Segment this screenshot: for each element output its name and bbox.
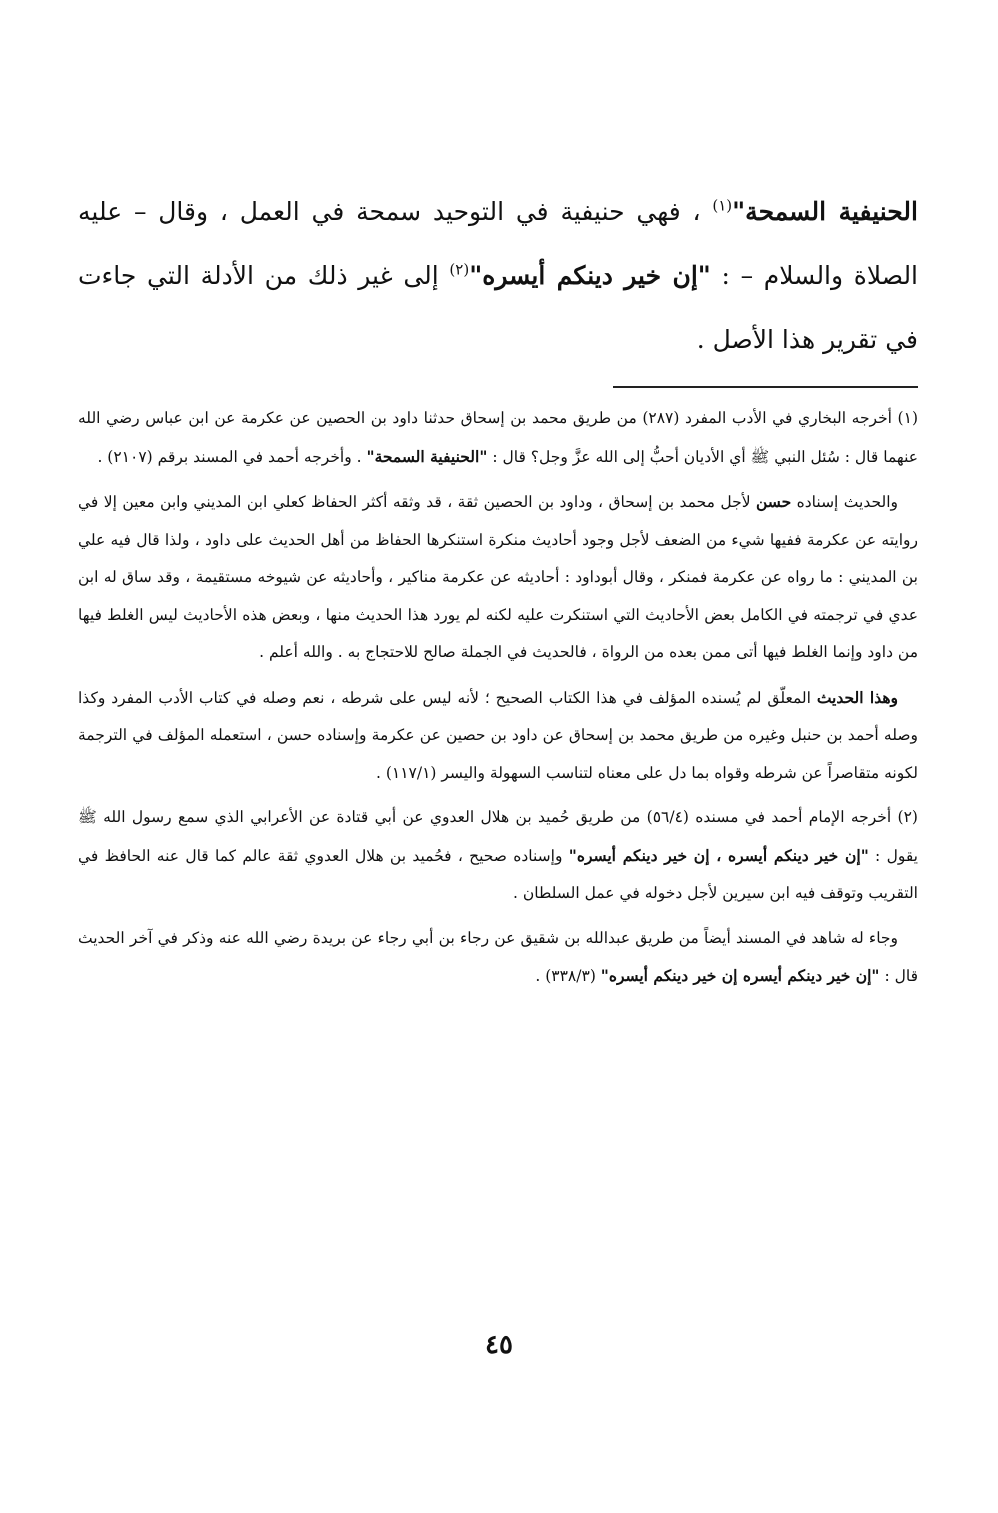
main-text-segment: إلى غير ذلك من الأدلة التي جاءت في تقرير هذا الأصل . <box>78 261 918 354</box>
page-number: ٤٥ <box>485 1330 513 1360</box>
footnote-1 <box>78 400 918 476</box>
footnote-2-paragraph-2 <box>78 920 918 996</box>
main-text <box>78 180 918 372</box>
footnote-bold: وهذا الحديث <box>816 687 898 707</box>
footnote-text: والحديث إسناده <box>791 493 898 511</box>
footnote-1-paragraph-2 <box>78 483 918 672</box>
main-quote-hanifiyya: الحنيفية السمحة" <box>732 197 918 226</box>
footnote-bold: "إن خير دينكم أيسره إن خير دينكم أيسره" <box>600 966 880 985</box>
footnote-bold: حسن <box>755 492 792 511</box>
footnote-text: وجاء له شاهد في المسند أيضاً من طريق عبدالله بن شقيق عن رجاء بن أبي رجاء عن بريدة رضي الله عنه وذكر في آخر الحديث قال : <box>78 928 918 985</box>
main-text-segment: ، فهي حنيفية في التوحيد سمحة في العمل ، وقال – عليه الصلاة والسلام – : <box>78 197 919 290</box>
footnote-text: وإسناده صحيح ، فحُميد بن هلال العدوي ثقة عالم كما قال عنه الحافظ في التقريب وتوقف فيه ابن سيرين لأجل دخوله في عمل السلطان . <box>78 846 918 902</box>
footnotes <box>78 400 918 1003</box>
footnote-text: لأجل محمد بن إسحاق ، وداود بن الحصين ثقة ، قد وثقه أكثر الحفاظ كعلي ابن المديني وابن معين إلا في روايته عن عكرمة ففيها شيء من الضعف لأجل وجود أحاديث منكرة استنكرها الحفاظ من أهل الحديث على داود ، ولذا قال فيه علي بن المديني : ما رواه عن عكرمة فمنكر ، وقال أبوداود : أحاديثه عن عكرمة مناكير ، وأحاديثه عن شيوخه مستقيمة ، وقد ساق له ابن عدي في ترجمته في الكامل بعض الأحاديث التي استنكرت عليه لكنه لم يورد هذا الحديث منها ، وبعض هذه الأحاديث ليس الغلط فيها من داود وإنما الغلط فيها أتى ممن بعده من الرواة ، فالحديث في الجملة صالح للاحتجاج به . والله أعلم . <box>78 493 918 661</box>
footnote-ref-2: (٢) <box>449 260 470 279</box>
main-quote-hadith: "إن خير دينكم أيسره" <box>469 261 711 290</box>
footnote-separator <box>613 386 918 388</box>
footnote-bold: "الحنيفية السمحة" <box>366 446 488 466</box>
main-paragraph <box>78 180 918 372</box>
footnote-text: (٢) أخرجه الإمام أحمد في مسنده (٥٦/٤) من طريق حُميد بن هلال العدوي عن أبي قتادة عن الأعرابي الذي سمع رسول الله ﷺ يقول : <box>78 808 918 865</box>
footnote-bold: "إن خير دينكم أيسره ، إن خير دينكم أيسره" <box>568 845 869 865</box>
footnote-2 <box>78 799 918 913</box>
footnote-text: (٣٣٨/٣) . <box>535 967 601 985</box>
footnote-text: (١) أخرجه البخاري في الأدب المفرد (٢٨٧) من طريق محمد بن إسحاق حدثنا داود بن الحصين عن عكرمة عن ابن عباس رضي الله عنهما قال : سُئل النبي ﷺ أي الأديان أحبُّ إلى الله عزَّ وجل؟ قال : <box>78 409 918 466</box>
footnote-ref-1: (١) <box>712 196 733 215</box>
footnote-text: المعلّق لم يُسنده المؤلف في هذا الكتاب الصحيح ؛ لأنه ليس على شرطه ، نعم وصله في كتاب الأدب المفرد وكذا وصله أحمد بن حنبل وغيره من طريق محمد بن إسحاق عن داود بن حصين عن عكرمة وإسناده حسن ، استعمله المؤلف في الترجمة لكونه متقاصراً عن شرطه وقواه بما دل على معناه لتناسب السهولة واليسر (١١٧/١) . <box>78 688 918 782</box>
footnote-text: . وأخرجه أحمد في المسند برقم (٢١٠٧) . <box>97 447 367 466</box>
footnote-1-paragraph-3 <box>78 679 918 793</box>
